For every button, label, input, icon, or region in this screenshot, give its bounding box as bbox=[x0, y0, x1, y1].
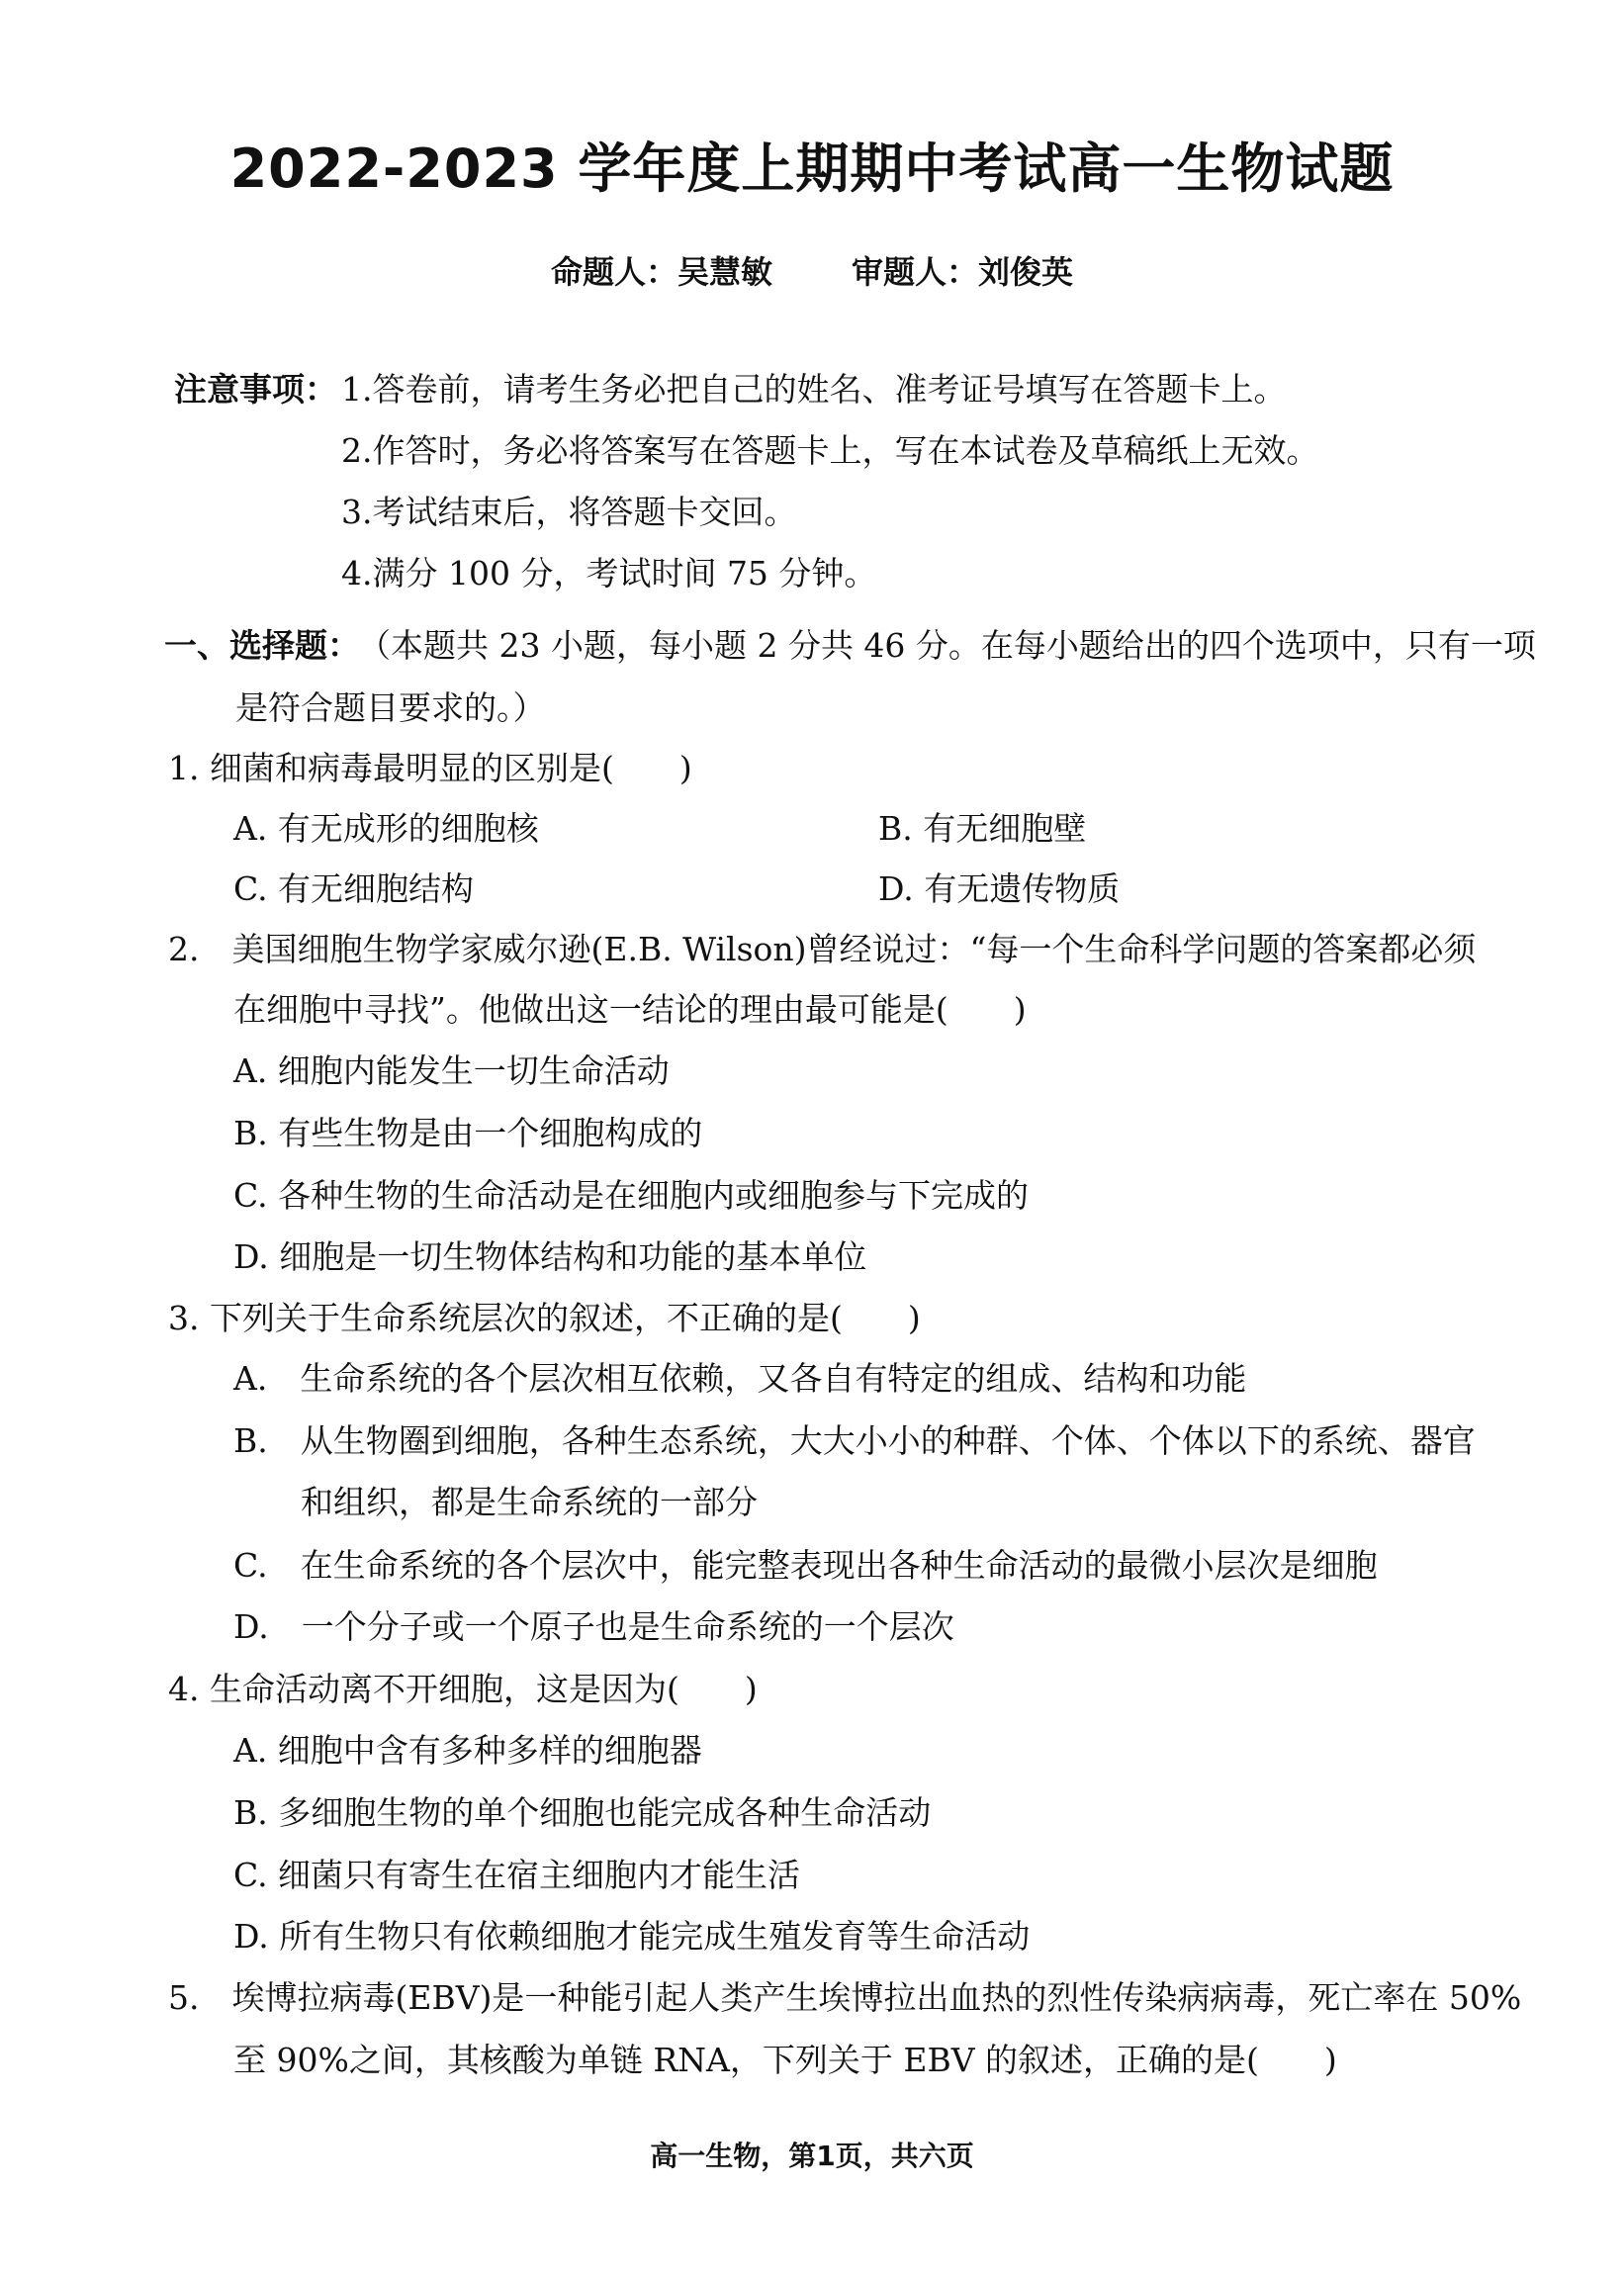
question-2-option-c: C. 各种生物的生命活动是在细胞内或细胞参与下完成的 bbox=[233, 1176, 1030, 1215]
question-5-stem-1: 5. 埃博拉病毒(EBV)是一种能引起人类产生埃博拉出血热的烈性传染病病毒，死亡率在 50% bbox=[168, 1978, 1522, 2017]
question-3-option-b-1: B. 从生物圈到细胞，各种生态系统，大大小小的种群、个体、个体以下的系统、器官 bbox=[233, 1421, 1476, 1460]
notice-label: 注意事项： bbox=[174, 370, 337, 409]
notice-item-1: 1.答卷前，请考生务必把自己的姓名、准考证号填写在答题卡上。 bbox=[341, 370, 1287, 409]
question-2-option-a: A. 细胞内能发生一切生命活动 bbox=[233, 1051, 670, 1090]
notice-item-4: 4.满分 100 分，考试时间 75 分钟。 bbox=[341, 554, 877, 593]
question-3-option-a: A. 生命系统的各个层次相互依赖，又各自有特定的组成、结构和功能 bbox=[233, 1359, 1247, 1398]
question-2-option-d: D. 细胞是一切生物体结构和功能的基本单位 bbox=[233, 1237, 867, 1276]
notice-item-2: 2.作答时，务必将答案写在答题卡上，写在本试卷及草稿纸上无效。 bbox=[341, 431, 1319, 470]
question-2-option-b: B. 有些生物是由一个细胞构成的 bbox=[233, 1114, 703, 1152]
question-1-option-a: A. 有无成形的细胞核 bbox=[233, 809, 539, 848]
question-setter: 命题人：吴慧敏 bbox=[550, 253, 772, 291]
section-description-2: 是符合题目要求的。） bbox=[235, 688, 546, 727]
question-1-option-b: B. 有无细胞壁 bbox=[878, 809, 1087, 848]
notice-item-3: 3.考试结束后，将答题卡交回。 bbox=[341, 493, 797, 531]
question-3-stem: 3. 下列关于生命系统层次的叙述，不正确的是( ) bbox=[168, 1299, 921, 1337]
question-5-stem-2: 至 90%之间，其核酸为单链 RNA，下列关于 EBV 的叙述，正确的是( ) bbox=[233, 2041, 1337, 2079]
question-1-option-c: C. 有无细胞结构 bbox=[233, 869, 475, 908]
question-3-option-d: D. 一个分子或一个原子也是生命系统的一个层次 bbox=[233, 1607, 954, 1646]
question-reviewer: 审题人：刘俊英 bbox=[852, 253, 1074, 291]
page-title: 2022-2023 学年度上期期中考试高一生物试题 bbox=[229, 137, 1395, 200]
page-footer: 高一生物，第1页，共六页 bbox=[650, 2140, 974, 2172]
question-4-stem: 4. 生命活动离不开细胞，这是因为( ) bbox=[168, 1670, 758, 1708]
question-4-option-b: B. 多细胞生物的单个细胞也能完成各种生命活动 bbox=[233, 1793, 932, 1832]
question-1-option-d: D. 有无遗传物质 bbox=[878, 869, 1121, 908]
section-description-1: （本题共 23 小题，每小题 2 分共 46 分。在每小题给出的四个选项中，只有一项 bbox=[358, 626, 1536, 665]
question-4-option-a: A. 细胞中含有多种多样的细胞器 bbox=[233, 1731, 702, 1770]
question-2-stem-1: 2. 美国细胞生物学家威尔逊(E.B. Wilson)曾经说过：“每一个生命科学问题的答案都必须 bbox=[168, 930, 1477, 968]
authors-line bbox=[0, 247, 1624, 293]
question-2-stem-2: 在细胞中寻找”。他做出这一结论的理由最可能是( ) bbox=[233, 990, 1027, 1029]
question-1-stem: 1. 细菌和病毒最明显的区别是( ) bbox=[168, 749, 692, 787]
question-4-option-d: D. 所有生物只有依赖细胞才能完成生殖发育等生命活动 bbox=[233, 1917, 1031, 1956]
question-4-option-c: C. 细菌只有寄生在宿主细胞内才能生活 bbox=[233, 1856, 801, 1894]
question-3-option-c: C. 在生命系统的各个层次中，能完整表现出各种生命活动的最微小层次是细胞 bbox=[233, 1546, 1378, 1585]
section-heading: 一、选择题： bbox=[164, 626, 360, 665]
question-3-option-b-2: 和组织，都是生命系统的一部分 bbox=[301, 1483, 758, 1521]
